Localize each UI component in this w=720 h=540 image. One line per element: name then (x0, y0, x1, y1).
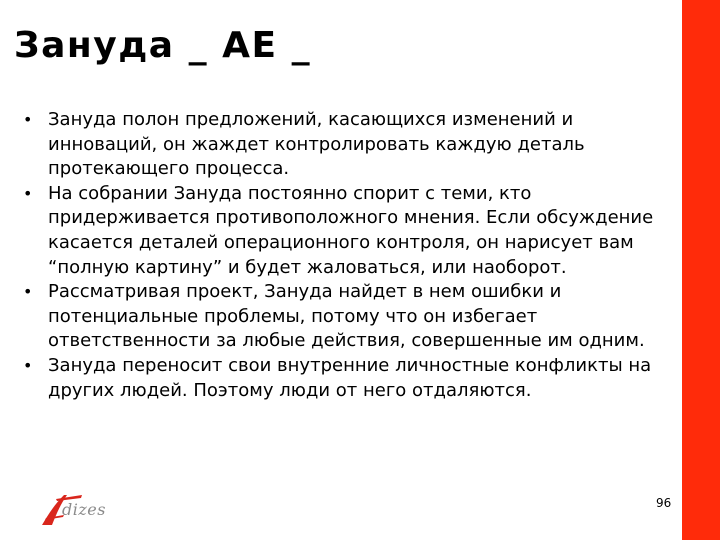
accent-side-bar (682, 0, 720, 540)
bullet-icon: • (23, 282, 33, 302)
bullet-text: Зануда полон предложений, касающихся изменений и инноваций, он жаждет контролировать каждую деталь протекающего процесса. (48, 109, 585, 180)
logo-wordmark: dizes (62, 500, 106, 519)
bullet-icon: • (23, 110, 33, 129)
page-number: 96 (656, 496, 672, 510)
bullet-icon: • (23, 183, 33, 203)
bullet-item (22, 280, 662, 354)
bullet-list (22, 108, 662, 403)
slide-title: Зануда _ AE _ (14, 25, 312, 66)
bullet-item (22, 108, 662, 182)
bullet-item (22, 354, 662, 403)
bullet-text: На собрании Зануда постоянно спорит с теми, кто придерживается противоположного мнения. Если обсуждение касается деталей операционного контроля, он нарисует вам “полную картину” и будет жаловаться, или наоборот. (48, 182, 654, 278)
bullet-icon: • (23, 355, 33, 375)
bullet-text: Зануда переносит свои внутренние личностные конфликты на других людей. Поэтому люди от него отдаляются. (48, 354, 652, 401)
bullet-item (22, 182, 662, 280)
bullet-text: Рассматривая проект, Зануда найдет в нем ошибки и потенциальные проблемы, потому что он избегает ответственности за любые действия, совершенные им одним. (48, 281, 645, 352)
